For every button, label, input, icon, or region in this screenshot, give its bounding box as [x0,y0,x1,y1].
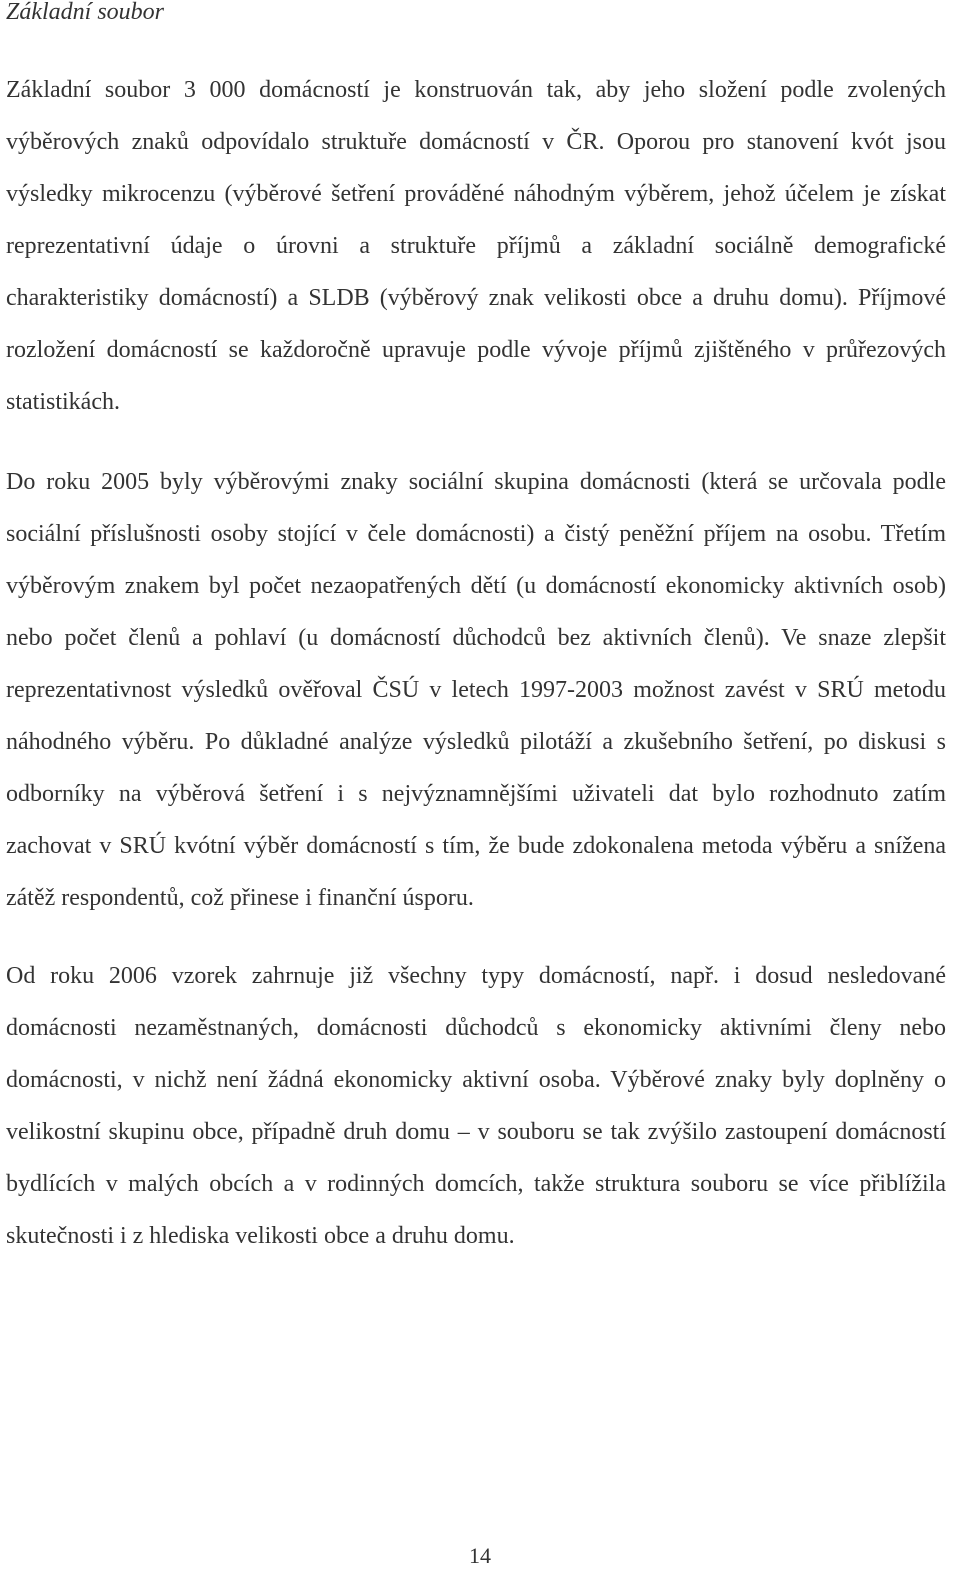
section-title: Základní soubor [6,0,165,25]
page-number: 14 [469,1543,491,1568]
document-page [6,0,946,1262]
paragraph-sample-2006: Od roku 2006 vzorek zahrnuje již všechny typy domácností, např. i dosud nesledované domácnosti nezaměstnaných, domácnosti důchodců s ekonomicky aktivními členy nebo domácnosti, v nichž není žádná ekonomicky aktivní osoba. Výběrové znaky byly doplněny o velikostní skupinu obce, případně druh domu – v souboru se tak zvýšilo zastoupení domácností bydlících v malých obcích a v rodinných domcích, takže struktura souboru se více přiblížila skutečnosti i z hlediska velikosti obce a druhu domu. [6,963,946,1249]
paragraph-basic-sample: Základní soubor 3 000 domácností je konstruován tak, aby jeho složení podle zvolených výběrových znaků odpovídalo struktuře domácností v ČR. Oporou pro stanovení kvót jsou výsledky mikrocenzu (výběrové šetření prováděné náhodným výběrem, jehož účelem je získat reprezentativní údaje o úrovni a struktuře příjmů a základní sociálně demografické charakteristiky domácností) a SLDB (výběrový znak velikosti obce a druhu domu). Příjmové rozložení domácností se každoročně upravuje podle vývoje příjmů zjištěného v průřezových statistikách. [6,77,946,415]
paragraph-selection-criteria: Do roku 2005 byly výběrovými znaky sociální skupina domácnosti (která se určovala podle sociální příslušnosti osoby stojící v čele domácnosti) a čistý peněžní příjem na osobu. Třetím výběrovým znakem byl počet nezaopatřených dětí (u domácností ekonomicky aktivních osob) nebo počet členů a pohlaví (u domácností důchodců bez aktivních členů). Ve snaze zlepšit reprezentativnost výsledků ověřoval ČSÚ v letech 1997-2003 možnost zavést v SRÚ metodu náhodného výběru. Po důkladné analýze výsledků pilotáží a zkušebního šetření, po diskusi s odborníky na výběrová šetření i s nejvýznamnějšími uživateli dat bylo rozhodnuto zatím zachovat v SRÚ kvótní výběr domácností s tím, že bude zdokonalena metoda výběru a snížena zátěž respondentů, což přinese i finanční úsporu. [6,469,946,911]
